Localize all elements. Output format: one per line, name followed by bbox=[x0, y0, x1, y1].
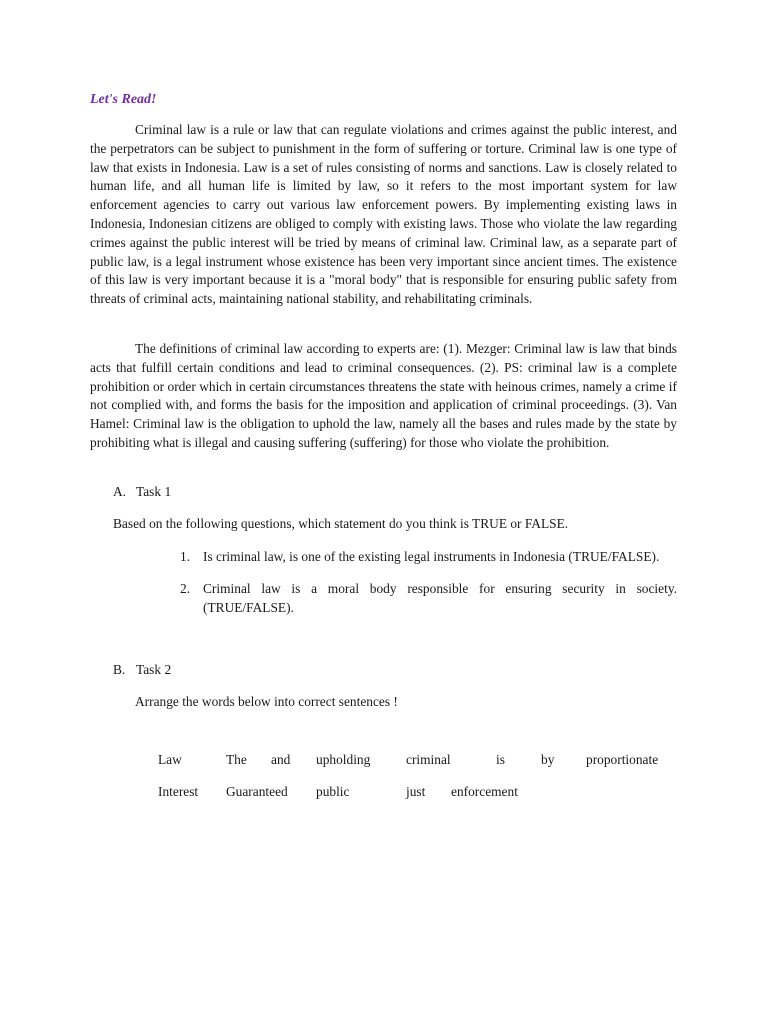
paragraph-intro: Criminal law is a rule or law that can regulate violations and crimes against the public interest, and the perpetrators can be subject to punishment in the form of suffering or torture. Criminal law is one type of law that exists in Indonesia. Law is a set of rules consisting of norms and sanctions. Law is closely related to human life, and all human life is limited by law, so it refers to the most important system for law enforcement agencies to carry out various law enforcement powers. By implementing existing laws in Indonesia, Indonesian citizens are obliged to comply with existing laws. Those who violate the law regarding crimes against the public interest will be tried by means of criminal law. Criminal law, as a separate part of public law, is a legal instrument whose existence has been very important since ancient times. The existence of this law is very important because it is a "moral body" that is responsible for ensuring public safety from threats of criminal acts, maintaining national stability, and rehabilitating criminals. bbox=[90, 122, 677, 307]
task2-title: Task 2 bbox=[136, 662, 172, 677]
word-bank-item: enforcement bbox=[451, 784, 518, 799]
word-bank-item: criminal bbox=[406, 752, 451, 767]
task1-letter: A. bbox=[113, 484, 127, 499]
task2-header bbox=[113, 662, 171, 678]
word-bank-item: Interest bbox=[158, 784, 199, 799]
word-bank-item: and bbox=[271, 752, 291, 767]
word-bank-item: upholding bbox=[316, 752, 371, 767]
task2-instruction: Arrange the words below into correct sentences ! bbox=[135, 694, 398, 709]
word-bank-item: Guaranteed bbox=[226, 784, 288, 799]
word-bank-item: by bbox=[541, 752, 555, 767]
question-text: Is criminal law, is one of the existing legal instruments in Indonesia (TRUE/FALSE). bbox=[203, 549, 660, 564]
section-heading: Let's Read! bbox=[90, 92, 157, 107]
paragraph-definitions: The definitions of criminal law according to experts are: (1). Mezger: Criminal law is law that binds acts that fulfill certain conditions and lead to criminal consequences. (2). PS: criminal law is a complete prohibition or order which in certain circumstances threatens the state with heinous crimes, namely a crime if not complied with, and forms the basis for the imposition and application of criminal proceedings. (3). Van Hamel: Criminal law is the obligation to uphold the law, namely all the bases and rules made by the state by prohibiting what is illegal and causing suffering (suffering) for those who violate the prohibition. bbox=[90, 341, 677, 450]
word-bank-item: proportionate bbox=[586, 752, 659, 767]
question-number: 2. bbox=[180, 581, 191, 596]
word-bank-item: just bbox=[406, 784, 426, 799]
question-text: Criminal law is a moral body responsible for ensuring security in society. (TRUE/FALSE). bbox=[203, 581, 677, 615]
word-bank-item: The bbox=[226, 752, 247, 767]
task1-title: Task 1 bbox=[136, 484, 172, 499]
task2-letter: B. bbox=[113, 662, 126, 677]
question-item-2 bbox=[180, 580, 677, 618]
task1-header bbox=[113, 484, 171, 500]
task1-instruction: Based on the following questions, which statement do you think is TRUE or FALSE. bbox=[113, 516, 569, 531]
word-bank-item: is bbox=[496, 752, 505, 767]
question-item-1 bbox=[180, 548, 677, 567]
word-bank-item: Law bbox=[158, 752, 182, 767]
question-number: 1. bbox=[180, 549, 191, 564]
word-bank-item: public bbox=[316, 784, 350, 799]
